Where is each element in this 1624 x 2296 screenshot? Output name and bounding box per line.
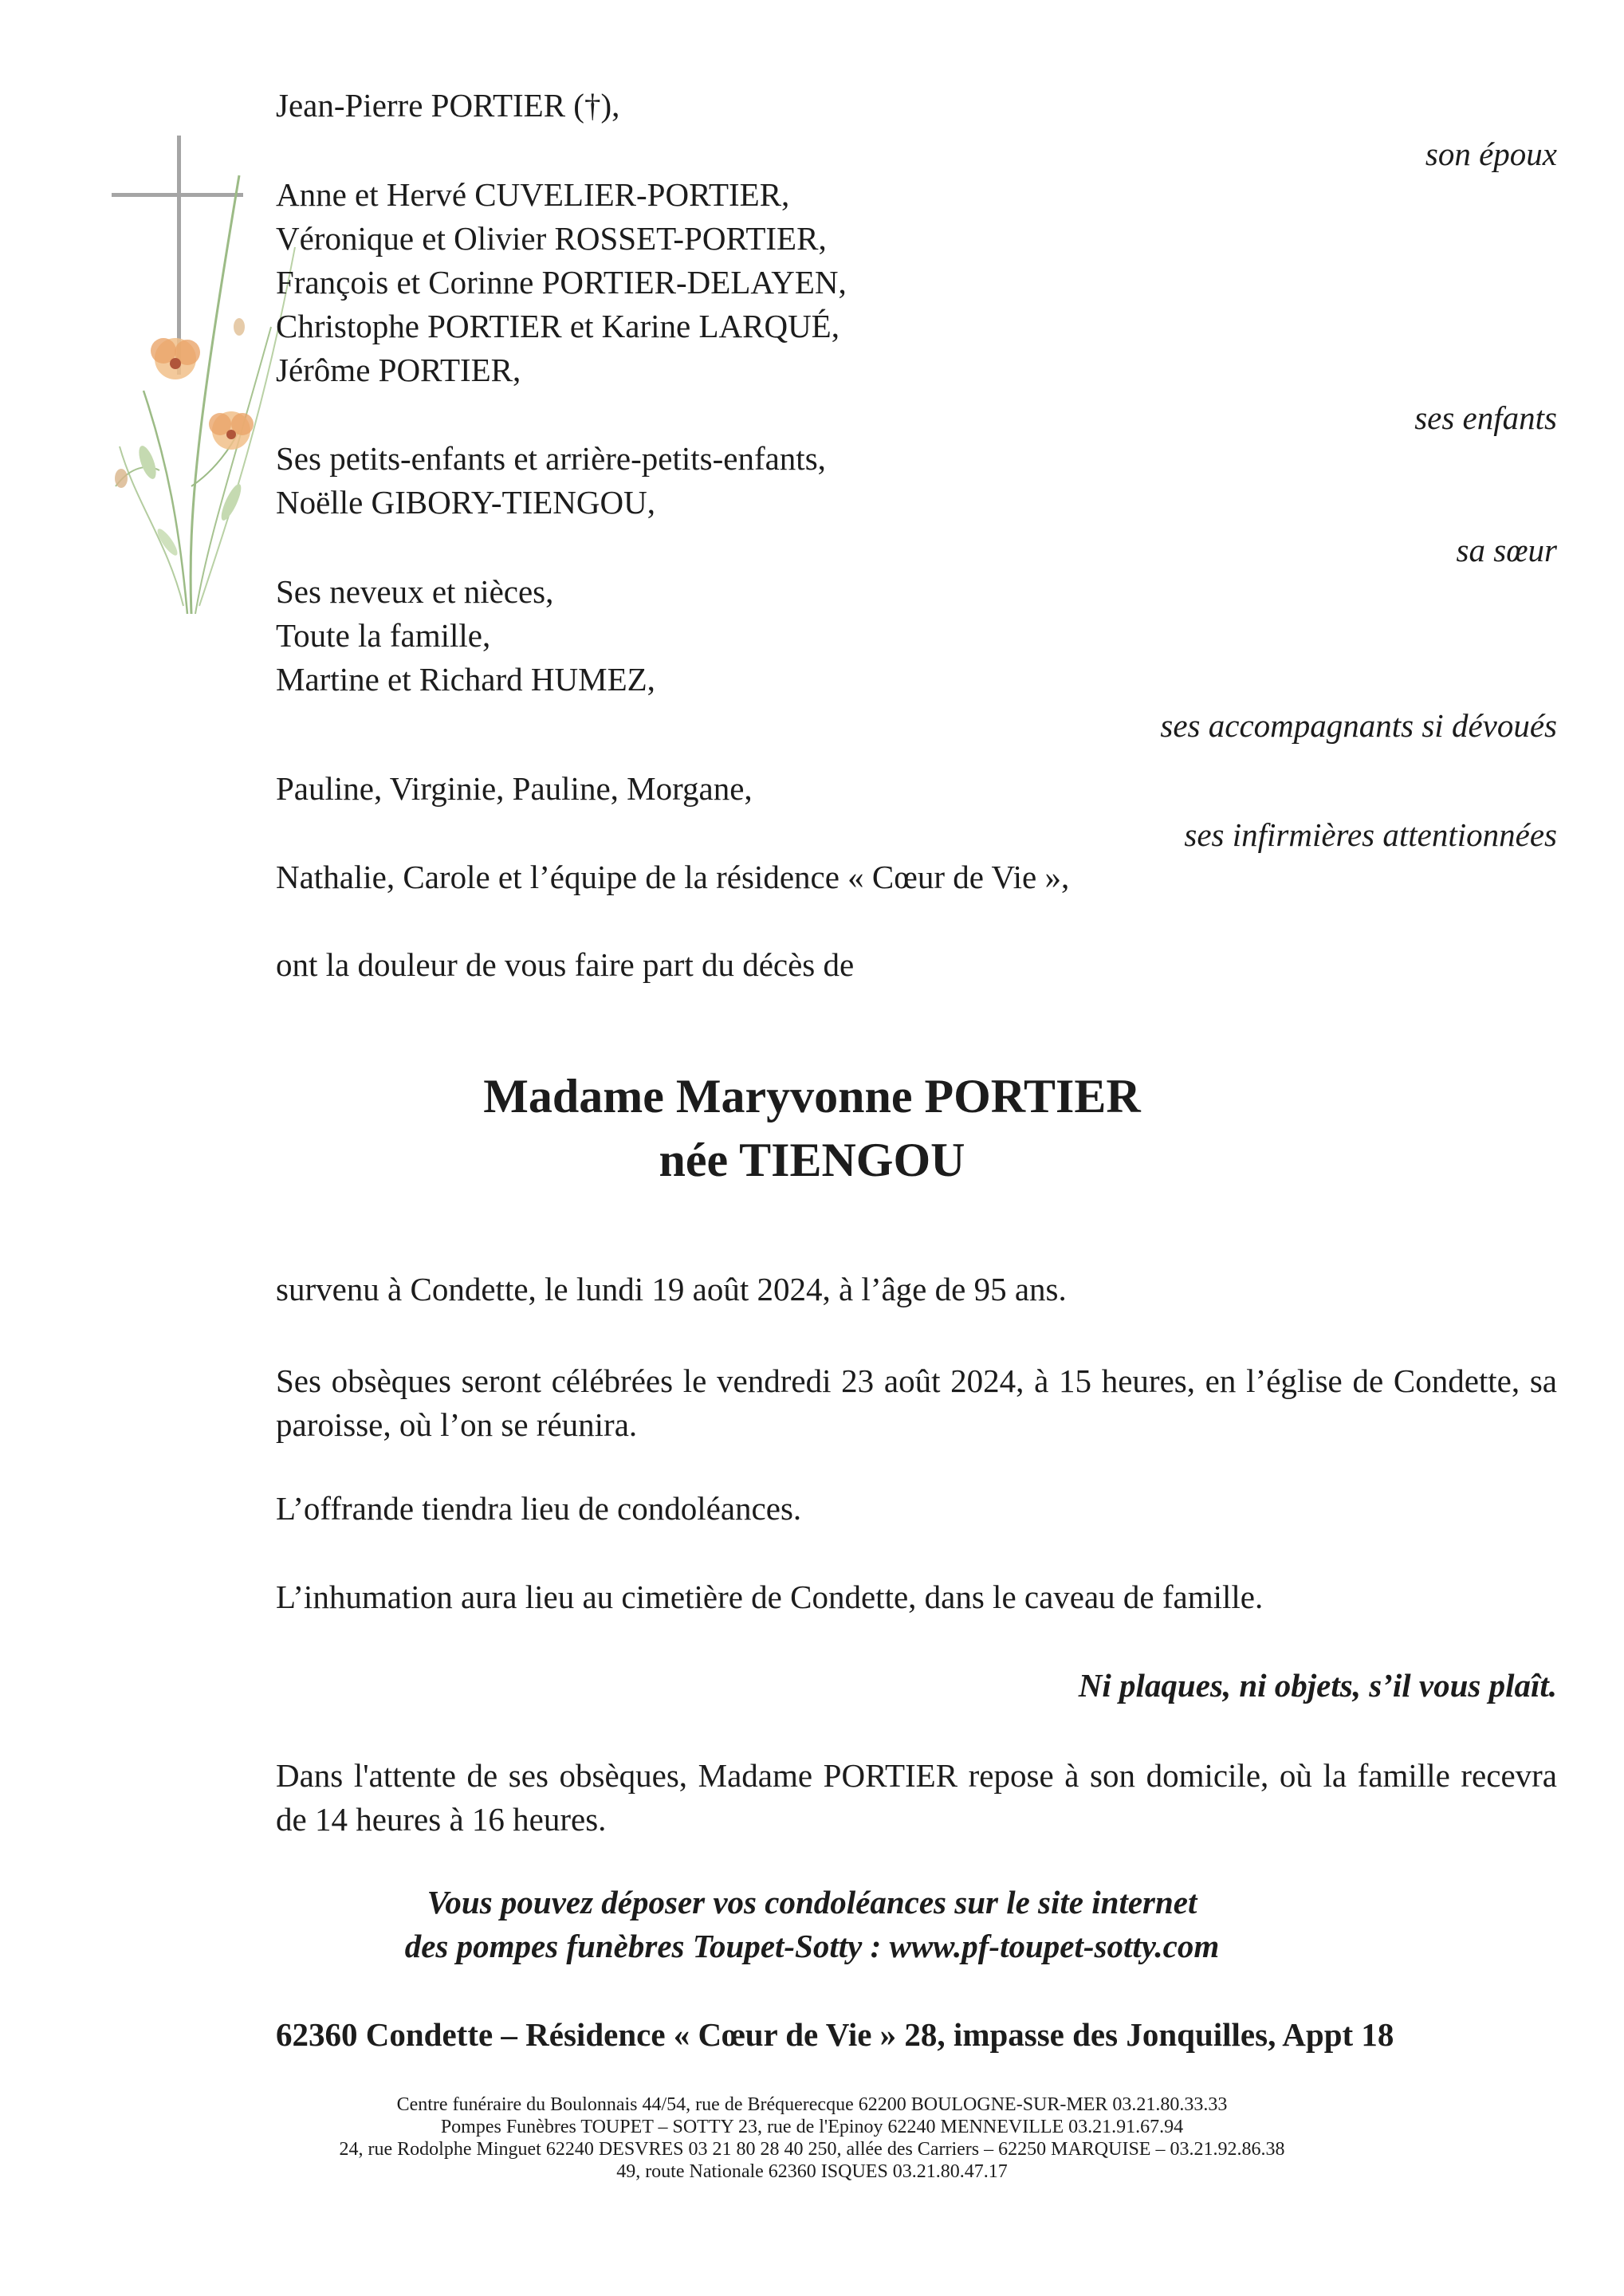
death-details: survenu à Condette, le lundi 19 août 2024, à l’âge de 95 ans. (276, 1271, 1067, 1307)
nurses-names: Pauline, Virginie, Pauline, Morgane, (276, 770, 753, 807)
burial-details: L’inhumation aura lieu au cimetière de Condette, dans le caveau de famille. (276, 1578, 1264, 1615)
offering-note: L’offrande tiendra lieu de condoléances. (276, 1490, 802, 1527)
grandchildren: Ses petits-enfants et arrière-petits-enfants, (276, 440, 826, 477)
child-4: Christophe PORTIER et Karine LARQUÉ, (276, 308, 840, 344)
home-address: 62360 Condette – Résidence « Cœur de Vie » 28, impasse des Jonquilles, Appt 18 (276, 2016, 1394, 2053)
relative-3: Martine et Richard HUMEZ, (276, 661, 655, 698)
deceased-name: Madame Maryvonne PORTIER (483, 1070, 1141, 1122)
child-2: Véronique et Olivier ROSSET-PORTIER, (276, 220, 827, 257)
child-5: Jérôme PORTIER, (276, 352, 521, 388)
condolences-line-2: des pompes funèbres Toupet-Sotty : www.pf-toupet-sotty.com (404, 1928, 1220, 1964)
footer-line-1: Centre funéraire du Boulonnais 44/54, rue de Bréquerecque 62200 BOULOGNE-SUR-MER 03.21.80.33.33 (396, 2094, 1228, 2115)
deceased-maiden-name: née TIENGOU (659, 1134, 965, 1186)
footer-line-4: 49, route Nationale 62360 ISQUES 03.21.80.47.17 (616, 2161, 1008, 2182)
companions-relation: ses accompagnants si dévoués (1160, 707, 1557, 744)
husband-relation: son époux (1425, 136, 1557, 172)
sister-relation: sa sœur (1456, 532, 1557, 568)
footer-line-2: Pompes Funèbres TOUPET – SOTTY 23, rue de l'Epinoy 62240 MENNEVILLE 03.21.91.67.94 (440, 2117, 1184, 2137)
funeral-details: Ses obsèques seront célébrées le vendredi 23 août 2024, à 15 heures, en l’église de Condette, sa paroisse, où l’on se réunira. (276, 1362, 1557, 1443)
sister-name: Noëlle GIBORY-TIENGOU, (276, 484, 655, 521)
no-plaques-note: Ni plaques, ni objets, s’il vous plaît. (1078, 1667, 1557, 1704)
announcement: ont la douleur de vous faire part du décès de (276, 946, 855, 983)
husband-name: Jean-Pierre PORTIER (†), (276, 87, 620, 124)
condolences-line-1: Vous pouvez déposer vos condoléances sur le site internet (427, 1884, 1197, 1921)
relative-1: Ses neveux et nièces, (276, 573, 554, 610)
rest-details: Dans l'attente de ses obsèques, Madame PORTIER repose à son domicile, où la famille recevra de 14 heures à 16 heures. (276, 1757, 1557, 1838)
child-1: Anne et Hervé CUVELIER-PORTIER, (276, 176, 790, 213)
relative-2: Toute la famille, (276, 617, 491, 654)
nurses-team: Nathalie, Carole et l’équipe de la résidence « Cœur de Vie », (276, 859, 1070, 895)
children-relation: ses enfants (1414, 399, 1557, 436)
child-3: François et Corinne PORTIER-DELAYEN, (276, 264, 847, 301)
footer-line-3: 24, rue Rodolphe Minguet 62240 DESVRES 03 21 80 28 40 250, allée des Carriers – 62250 MARQUISE – 03.21.92.86.38 (339, 2139, 1285, 2160)
nurses-relation: ses infirmières attentionnées (1184, 816, 1557, 853)
